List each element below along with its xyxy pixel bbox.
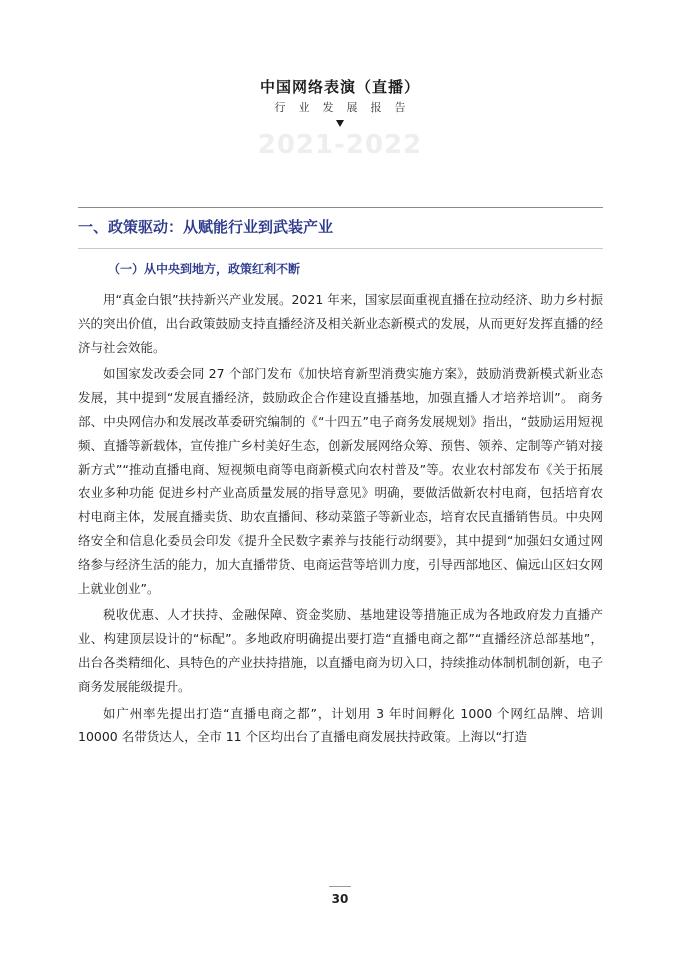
triangle-down-icon — [336, 120, 344, 127]
page-number: 30 — [331, 892, 349, 906]
report-header — [0, 76, 680, 160]
report-subtitle: 行业发展报告 — [274, 101, 419, 114]
year-range: 2021-2022 — [257, 130, 423, 160]
paragraph: 如广州率先提出打造“直播电商之都”，计划用 3 年时间孵化 1000 个网红品牌、培训 10000 名带货达人，全市 11 个区均出台了直播电商发展扶持政策。上海以“打造 — [78, 705, 603, 745]
page-footer — [0, 886, 680, 907]
section-heading: 一、政策驱动：从赋能行业到武装产业 — [78, 218, 334, 236]
report-title: 中国网络表演（直播） — [259, 78, 420, 96]
paragraph: 用“真金白银”扶持新兴产业发展。2021 年来，国家层面重视直播在拉动经济、助力乡村振兴的突出价值，出台政策鼓励支持直播经济及相关新业态新模式的发展，从而更好发挥直播的经济与社会效能。 — [78, 292, 604, 355]
subsection-heading: （一）从中央到地方，政策红利不断 — [108, 262, 301, 276]
paragraph: 税收优惠、人才扶持、金融保障、资金奖励、基地建设等措施正成为各地政府发力直播产业、构建顶层设计的“标配”。多地政府明确提出要打造“直播电商之都”“直播经济总部基地”，出台各类精细化、具特色的产业扶持措施，以直播电商为切入口，持续推动体制机制创新，电子商务发展能级提升。 — [78, 607, 604, 694]
body-text — [78, 288, 603, 752]
section-rule-bottom — [78, 248, 603, 249]
paragraph: 如国家发改委会同 27 个部门发布《加快培育新型消费实施方案》，鼓励消费新模式新业态发展，其中提到“发展直播经济，鼓励政企合作建设直播基地，加强直播人才培养培训”。 商务部、中央网信办和发展改革委研究编制的《“十四五”电子商务发展规划》指出，“鼓励运用短视频、直播等新载体，宣传推广乡村美好生态，创新发展网络众筹、预售、领养、定制等产销对接新方式”“推动直播电商、短视频电商等电商新模式向农村普及”等。农业农村部发布《关于拓展农业多种功能 促进乡村产业高质量发展的指导意见》明确，要做活做新农村电商，包括培育农村电商主体，发展直播卖货、助农直播间、移动菜篮子等新业态，培育农民直播销售员。中央网络安全和信息化委员会印发《提升全民数字素养与技能行动纲要》，其中提到“加强妇女通过网络参与经济生活的能力，加大直播带货、电商运营等培训力度，引导西部地区、偏远山区妇女网上就业创业”。 — [78, 366, 604, 596]
footer-divider — [329, 886, 351, 887]
section-rule-top — [78, 207, 603, 208]
